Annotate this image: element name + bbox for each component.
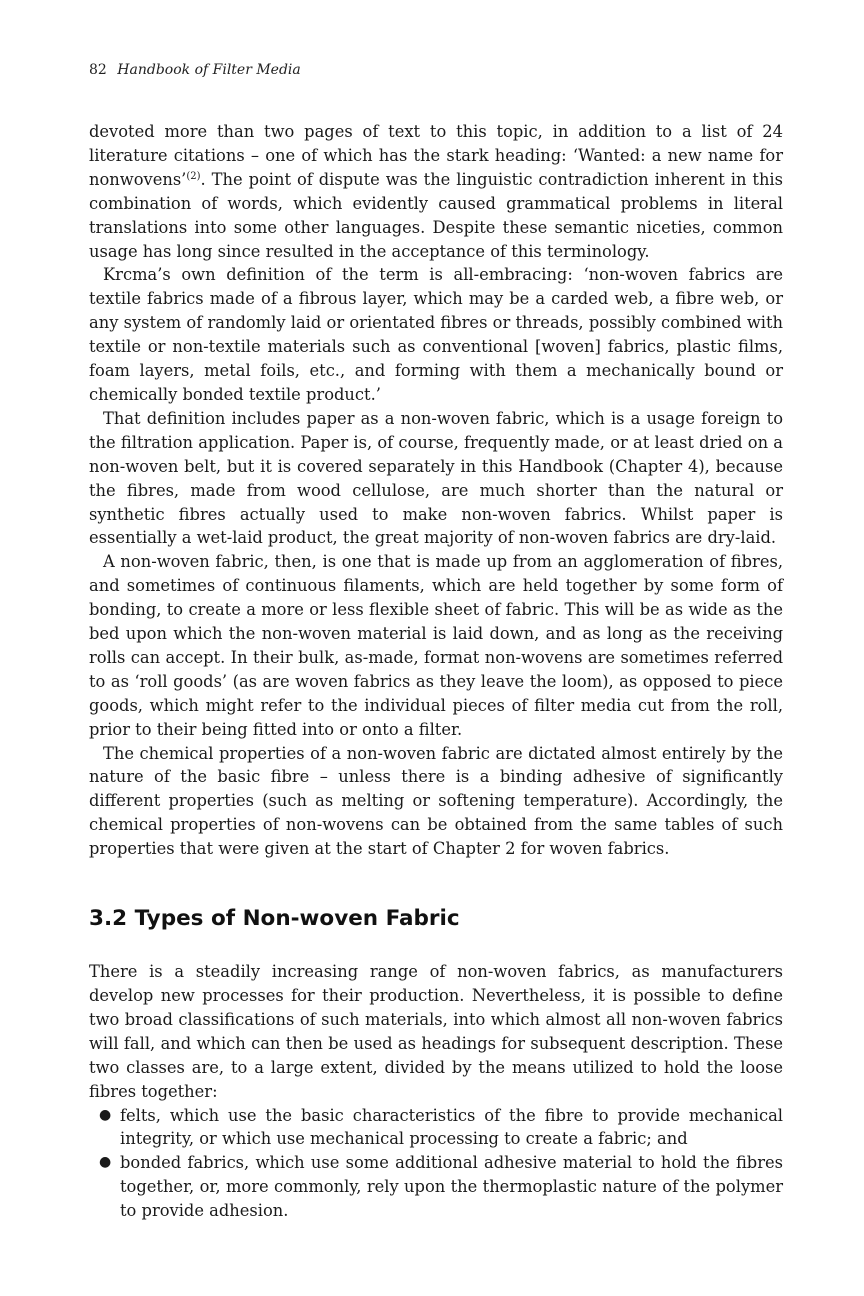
book-title: Handbook of Filter Media — [117, 62, 301, 78]
paragraph-text: devoted more than two pages of text to this topic, in addition to a list of 24 literature citations – one of which has the stark heading: ‘Wanted: a new name for nonwovens’ — [89, 122, 783, 189]
paragraph-paper-definition: That definition includes paper as a non-woven fabric, which is a usage foreign to the filtration application. Paper is, of course, frequently made, or at least dried on a non-woven belt, but it is covered separately in this Handbook (Chapter 4), because the fibres, made from wood cellulose, are much shorter than the natural or synthetic fibres actually used to make non-woven fabrics. Whilst paper is essentially a wet-laid product, the great majority of non-woven fabrics are dry-laid. — [89, 408, 783, 548]
paragraph-krcma-definition: Krcma’s own definition of the term is all-embracing: ‘non-woven fabrics are textile fabrics made of a fibrous layer, which may be a carded web, a fibre web, or any system of randomly laid or orientated fibres or threads, possibly combined with textile or non-textile materials such as conventional [woven] fabrics, plastic films, foam layers, metal foils, etc., and forming with them a mechanically bound or chemically bonded textile product.’ — [89, 265, 783, 404]
book-page — [89, 60, 783, 1223]
section-heading: 3.2 Types of Non-woven Fabric — [89, 906, 460, 932]
bullet-icon: ● — [99, 1106, 112, 1123]
paragraph-non-woven-definition: A non-woven fabric, then, is one that is made up from an agglomeration of fibres, and sometimes of continuous filaments, which are held together by some form of bonding, to create a more or less flexible sheet of fabric. This will be as wide as the bed upon which the non-woven material is laid down, and as long as the receiving rolls can accept. In their bulk, as-made, format non-wovens are sometimes referred to as ‘roll goods’ (as are woven fabrics as they leave the loom), as opposed to piece goods, which might refer to the individual pieces of filter media cut from the roll, prior to their being fitted into or onto a filter. — [89, 552, 783, 739]
list-item — [89, 1151, 783, 1223]
list-item-text: bonded fabrics, which use some additional adhesive material to hold the fibres together, or, more commonly, rely upon the thermoplastic nature of the polymer to provide adhesion. — [120, 1153, 783, 1221]
running-header — [89, 60, 783, 80]
paragraph-text: . The point of dispute was the linguistic contradiction inherent in this combination of words, which evidently caused grammatical problems in literal translations into some other languages. Despite these semantic niceties, common usage has long since resulted in the acceptance of this terminology. — [89, 169, 783, 261]
page-number: 82 — [89, 62, 107, 78]
list-item-text: felts, which use the basic characteristics of the fibre to provide mechanical integrity, or which use mechanical processing to create a fabric; and — [120, 1105, 783, 1149]
bullet-icon: ● — [99, 1154, 112, 1171]
paragraph-chemical-properties: The chemical properties of a non-woven fabric are dictated almost entirely by the nature of the basic fibre – unless there is a binding adhesive of significantly different properties (such as melting or softening temperature). Accordingly, the chemical properties of non-wovens can be obtained from the same tables of such properties that were given at the start of Chapter 2 for woven fabrics. — [89, 743, 783, 859]
bullet-list — [89, 1104, 783, 1224]
list-item — [89, 1104, 783, 1152]
paragraph-continued — [89, 120, 783, 263]
section-intro-paragraph: There is a steadily increasing range of non-woven fabrics, as manufacturers develop new processes for their production. Nevertheless, it is possible to define two broad classifications of such materials, into which almost all non-woven fabrics will fall, and which can then be used as headings for subsequent description. These two classes are, to a large extent, divided by the means utilized to hold the loose fibres together: — [89, 962, 783, 1101]
citation-superscript: (2) — [186, 170, 201, 182]
